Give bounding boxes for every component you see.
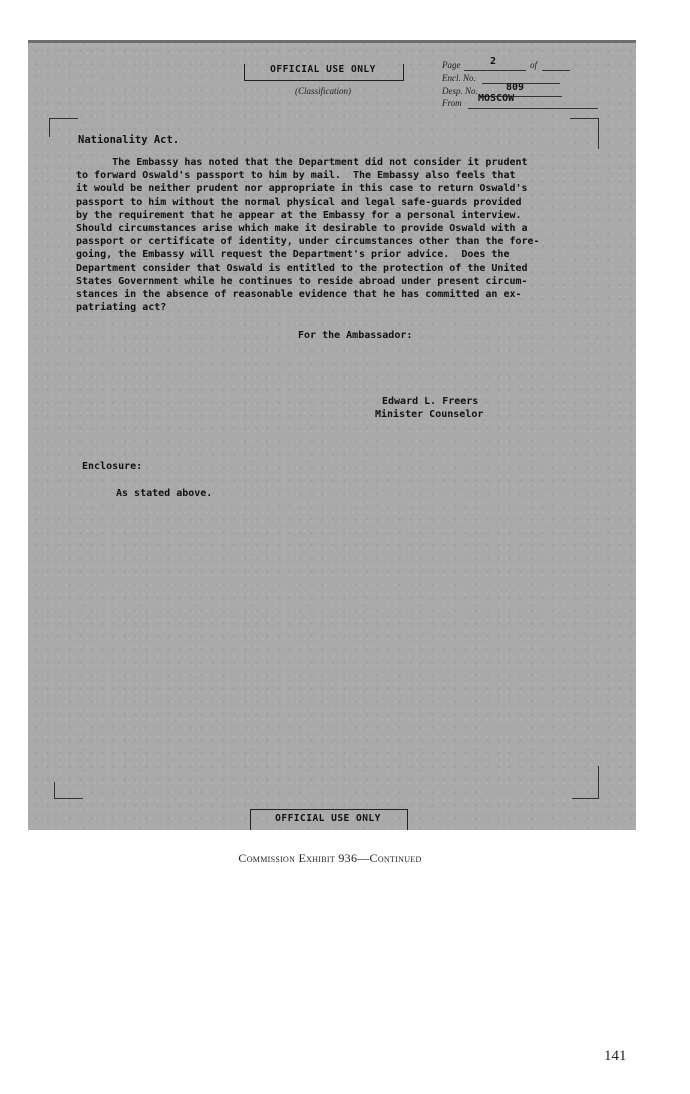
classification-caption: (Classification) xyxy=(295,86,351,96)
body-line: passport or certificate of identity, under circumstances other than the fore- xyxy=(76,236,540,248)
enclosure-label: Enclosure: xyxy=(82,461,143,472)
body-line: it would be neither prudent nor appropriate in this case to return Oswald's xyxy=(76,183,528,195)
subject-line: Nationality Act. xyxy=(78,134,180,146)
desp-value: 809 xyxy=(506,82,525,93)
footer-classification: OFFICIAL USE ONLY xyxy=(275,813,381,824)
body-line: to forward Oswald's passport to him by mail. The Embassy also feels that xyxy=(76,170,516,182)
body-line: by the requirement that he appear at the Embassy for a personal interview. xyxy=(76,209,522,221)
classification-header: OFFICIAL USE ONLY xyxy=(270,64,376,75)
exhibit-caption: Commission Exhibit 936—Continued xyxy=(238,851,422,865)
page-value: 2 xyxy=(490,56,497,67)
signer-title: Minister Counselor xyxy=(375,409,484,420)
from-label: From xyxy=(442,98,462,108)
page-field xyxy=(442,56,538,70)
desp-field xyxy=(442,82,525,96)
encl-label: Encl. No. xyxy=(442,73,476,83)
body-line: patriating act? xyxy=(76,302,167,314)
from-field xyxy=(442,93,515,108)
corner-mark-bottom-right xyxy=(572,766,599,799)
encl-field xyxy=(442,73,476,83)
body-line: going, the Embassy will request the Department's prior advice. Does the xyxy=(76,249,510,261)
desp-label: Desp. No. xyxy=(442,86,478,96)
corner-mark-bottom-left xyxy=(54,782,83,799)
scan-edge xyxy=(28,40,636,43)
signer-name: Edward L. Freers xyxy=(382,396,479,407)
page-number: 141 xyxy=(604,1048,627,1064)
scanned-document xyxy=(28,40,636,830)
enclosure-value: As stated above. xyxy=(116,488,213,499)
body-line: States Government while he continues to reside abroad under present circum- xyxy=(76,275,528,287)
closing-line: For the Ambassador: xyxy=(298,330,413,341)
body-line: The Embassy has noted that the Department did not consider it prudent xyxy=(76,157,528,168)
page-label: Page xyxy=(442,60,461,70)
body-paragraph xyxy=(76,156,596,314)
body-line: passport to him without the normal physical and legal safe-guards provided xyxy=(76,196,522,208)
of-label: of xyxy=(530,60,538,70)
body-line: Should circumstances arise which make it desirable to provide Oswald with a xyxy=(76,223,528,235)
body-line: Department consider that Oswald is entitled to the protection of the United xyxy=(76,262,528,274)
body-line: stances in the absence of reasonable evidence that he has committed an ex- xyxy=(76,289,522,301)
from-value: MOSCOW xyxy=(478,93,515,104)
corner-mark-top-right xyxy=(570,118,599,149)
corner-mark-top-left xyxy=(49,118,78,137)
